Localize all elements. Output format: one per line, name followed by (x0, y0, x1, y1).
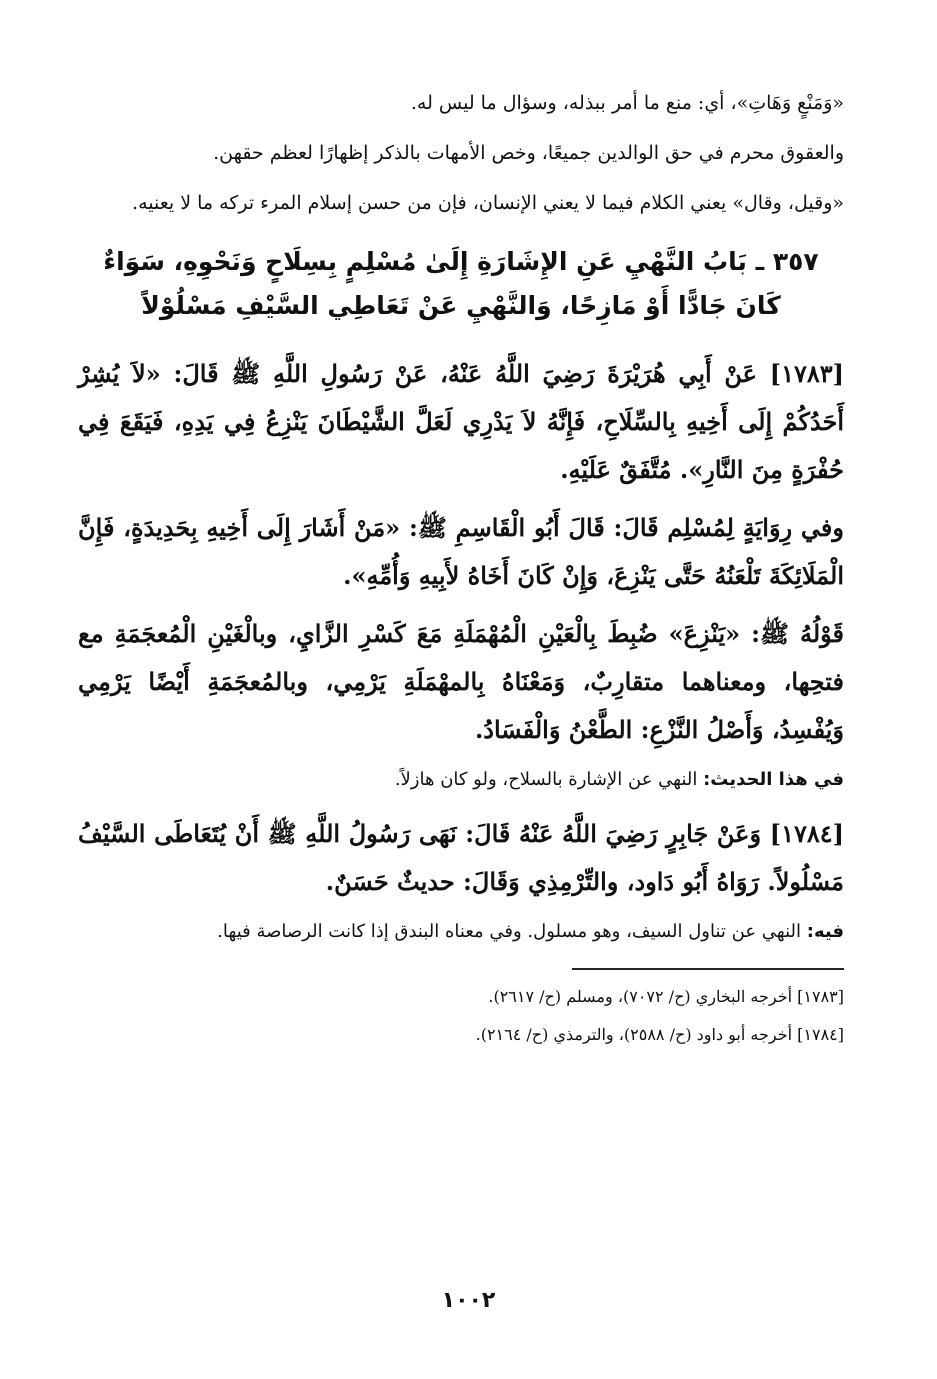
hadith-1784-note (78, 916, 844, 948)
footnote-1784: [١٧٨٤] أخرجه أبو داود (ح/ ٢٥٨٨)، والترمذي (ح/ ٢١٦٤). (475, 1025, 844, 1044)
hadith-1784-note-label: فيه: (806, 921, 844, 942)
hadith-1783-note-text: النهي عن الإشارة بالسلاح، ولو كان هازلاً. (394, 769, 698, 790)
chapter-heading-line-1: ٣٥٧ ـ بَابُ النَّهْيِ عَنِ الإِشَارَةِ إِلَىٰ مُسْلِمٍ بِسِلَاحٍ وَنَحْوِهِ، سَوَاءٌ (103, 247, 819, 276)
intro-paragraph-2: والعقوق محرم في حق الوالدين جميعًا، وخص الأمهات بالذكر إظهارًا لعظم حقهن. (213, 142, 844, 164)
footnote-1783: [١٧٨٣] أخرجه البخاري (ح/ ٧٠٧٢)، ومسلم (ح/ ٢٦١٧). (488, 987, 844, 1006)
chapter-heading (78, 240, 844, 328)
hadith-1783-text: [١٧٨٣] عَنْ أَبِي هُرَيْرَةَ رَضِيَ اللَّهُ عَنْهُ، عَنْ رَسُولِ اللَّهِ ﷺ قَالَ: «لاَ يُشِرْ أَحَدُكُمْ إِلَى أَخِيهِ بِالسِّلَاحِ، فَإِنَّهُ لاَ يَدْرِي لَعَلَّ الشَّيْطَانَ يَنْزِعُ فِي يَدِهِ، فَيَقَعَ فِي حُفْرَةٍ مِنَ النَّارِ». مُتَّفَقٌ عَلَيْهِ. (78, 359, 844, 484)
hadith-1784-note-text: النهي عن تناول السيف، وهو مسلول. وفي معناه البندق إذا كانت الرصاصة فيها. (217, 921, 802, 942)
intro-paragraph-1: «وَمَنْعٍ وَهَاتِ»، أي: منع ما أمر ببذله، وسؤال ما ليس له. (410, 92, 844, 114)
page-number: ١٠٠٢ (441, 1288, 496, 1313)
hadith-1784-text: [١٧٨٤] وَعَنْ جَابِرٍ رَضِيَ اللَّهُ عَنْهُ قَالَ: نَهَى رَسُولُ اللَّهِ ﷺ أَنْ يُتَعَاطَى السَّيْفُ مَسْلُولاً. رَوَاهُ أَبُو دَاود، والتِّرْمِذِي وَقَالَ: حديثٌ حَسَنٌ. (78, 819, 844, 896)
hadith-1783-explanation: قَوْلُهُ ﷺ: «يَنْزِعَ» ضُبِطَ بِالْعَيْنِ الْمُهْمَلَةِ مَعَ كَسْرِ الزَّايِ، وبالْغَيْنِ الْمُعجَمَةِ مع فتحِها، ومعناهما متقارِبٌ، وَمَعْنَاهُ بِالمهْمَلَةِ يَرْمِي، وبالمُعجَمَةِ أَيْضًا يَرْمِي وَيُفْسِدُ، وَأَصْلُ النَّزْعِ: الطَّعْنُ وَالْفَسَادُ. (78, 619, 844, 744)
hadith-1783-note-label: في هذا الحديث: (703, 769, 844, 790)
hadith-1783-muslim-narration: وفي رِوَايَةٍ لِمُسْلِم قَالَ: قَالَ أَبُو الْقَاسِمِ ﷺ: «مَنْ أَشَارَ إِلَى أَخِيهِ بِحَدِيدَةٍ، فَإِنَّ الْمَلَائِكَةَ تَلْعَنُهُ حَتَّى يَنْزِعَ، وَإِنْ كَانَ أَخَاهُ لأَبِيهِ وَأُمِّهِ». (78, 513, 844, 590)
intro-paragraph-3: «وقيل، وقال» يعني الكلام فيما لا يعني الإنسان، فإن من حسن إسلام المرء تركه ما لا يعنيه. (132, 192, 844, 214)
footnote-divider (572, 968, 844, 970)
hadith-1783-note (78, 764, 844, 796)
page-body (78, 86, 844, 1058)
chapter-heading-line-2: كَانَ جَادًّا أَوْ مَازِحًا، وَالنَّهْيِ عَنْ تَعَاطِي السَّيْفِ مَسْلُوْلاً (141, 291, 781, 320)
